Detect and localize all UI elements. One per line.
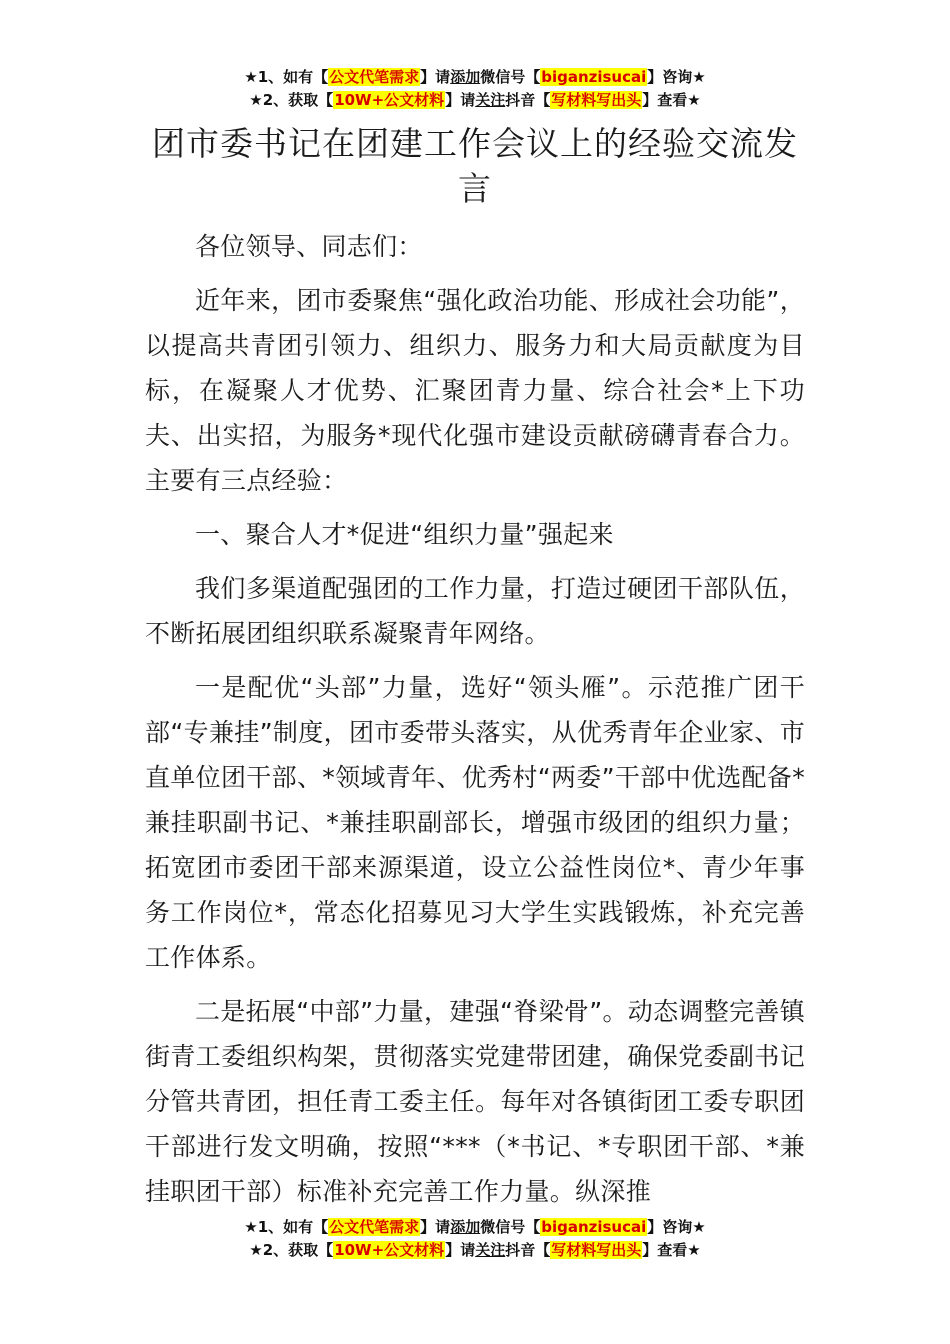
banner-line-1 bbox=[0, 66, 950, 89]
banner-text: ★1、如有【 bbox=[244, 1218, 329, 1236]
banner-highlight-wechat: biganzisucai bbox=[541, 68, 647, 86]
banner-text: 】请 bbox=[445, 91, 476, 109]
salutation: 各位领导、同志们： bbox=[195, 232, 423, 261]
banner-text: 】查看★ bbox=[642, 91, 701, 109]
banner-underline: 关注 bbox=[475, 91, 506, 109]
banner-text: 】咨询★ bbox=[647, 1218, 706, 1236]
banner-text: 微信号【 bbox=[480, 68, 541, 86]
document-title: 团市委书记在团建工作会议上的经验交流发言 bbox=[152, 124, 798, 208]
paragraph-intro: 近年来，团市委聚焦“强化政治功能、形成社会功能”，以提高共青团引领力、组织力、服务力和大局贡献度为目标，在凝聚人才优势、汇聚团青力量、综合社会*上下功夫、出实招，为服务*现代化强市建设贡献磅礴青春合力。主要有三点经验： bbox=[145, 286, 805, 495]
banner-text: 】咨询★ bbox=[647, 68, 706, 86]
paragraph-section-1: 我们多渠道配强团的工作力量，打造过硬团干部队伍，不断拓展团组织联系凝聚青年网络。 bbox=[145, 574, 805, 648]
header-banner bbox=[0, 66, 950, 112]
banner-text: ★2、获取【 bbox=[249, 91, 334, 109]
banner-highlight-service: 公文代笔需求 bbox=[329, 68, 420, 86]
banner-line-2 bbox=[0, 1239, 950, 1262]
banner-text: ★1、如有【 bbox=[244, 68, 329, 86]
paragraph-point-2: 二是拓展“中部”力量，建强“脊梁骨”。动态调整完善镇街青工委组织构架，贯彻落实党建带团建，确保党委副书记分管共青团，担任青工委主任。每年对各镇街团工委专职团干部进行发文明确，按照“***（*书记、*专职团干部、*兼挂职团干部）标准补充完善工作力量。纵深推 bbox=[145, 997, 805, 1206]
paragraph-point-1: 一是配优“头部”力量，选好“领头雁”。示范推广团干部“专兼挂”制度，团市委带头落实，从优秀青年企业家、市直单位团干部、*领域青年、优秀村“两委”干部中优选配备*兼挂职副书记、*兼挂职副部长，增强市级团的组织力量；拓宽团市委团干部来源渠道，设立公益性岗位*、青少年事务工作岗位*，常态化招募见习大学生实践锻炼，补充完善工作体系。 bbox=[145, 673, 805, 972]
banner-underline: 添加 bbox=[450, 1218, 481, 1236]
banner-line-2 bbox=[0, 89, 950, 112]
banner-text: ★2、获取【 bbox=[249, 1241, 334, 1259]
banner-highlight-service: 公文代笔需求 bbox=[329, 1218, 420, 1236]
banner-text: 抖音【 bbox=[505, 1241, 551, 1259]
document-body bbox=[145, 224, 805, 1223]
banner-highlight-douyin: 写材料写出头 bbox=[551, 1241, 642, 1259]
banner-highlight-douyin: 写材料写出头 bbox=[551, 91, 642, 109]
banner-text: 】查看★ bbox=[642, 1241, 701, 1259]
banner-underline: 添加 bbox=[450, 68, 481, 86]
banner-underline: 关注 bbox=[475, 1241, 506, 1259]
section-heading-1: 一、聚合人才*促进“组织力量”强起来 bbox=[195, 520, 614, 549]
banner-text: 】请 bbox=[445, 1241, 476, 1259]
banner-highlight-wechat: biganzisucai bbox=[541, 1218, 647, 1236]
banner-text: 】请 bbox=[420, 1218, 451, 1236]
banner-text: 微信号【 bbox=[480, 1218, 541, 1236]
footer-banner bbox=[0, 1216, 950, 1262]
banner-text: 】请 bbox=[420, 68, 451, 86]
banner-highlight-materials: 10W+公文材料 bbox=[334, 1241, 445, 1259]
banner-text: 抖音【 bbox=[505, 91, 551, 109]
banner-highlight-materials: 10W+公文材料 bbox=[334, 91, 445, 109]
banner-line-1 bbox=[0, 1216, 950, 1239]
